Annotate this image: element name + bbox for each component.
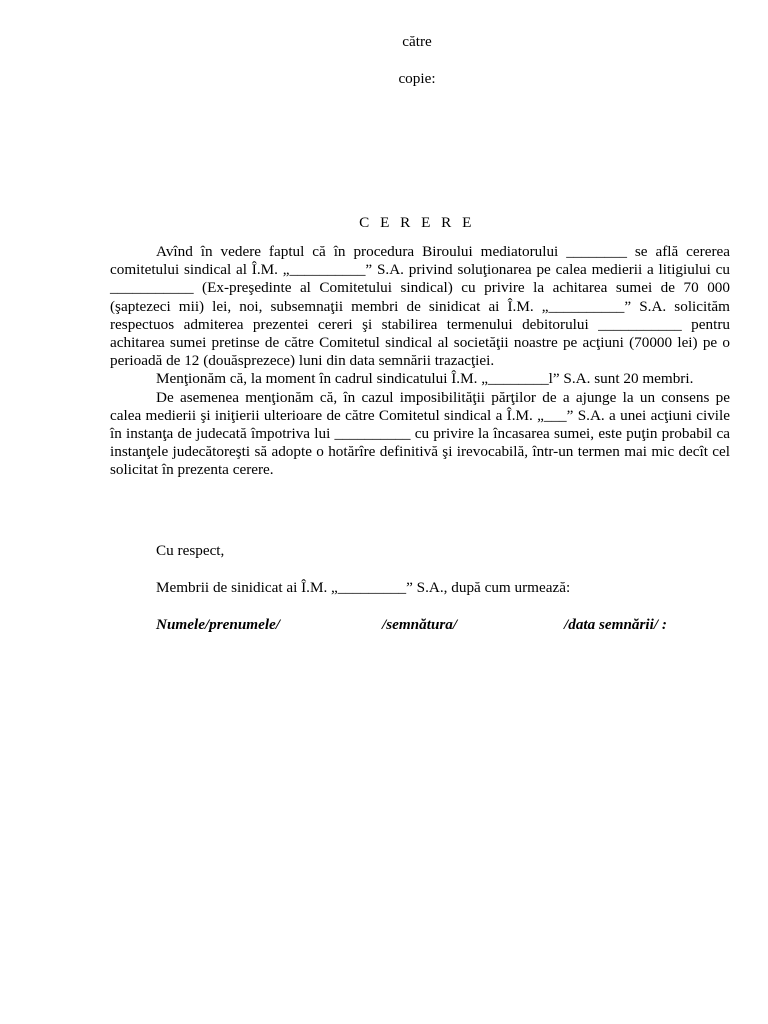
signature-column-signature: /semnătura/ bbox=[382, 616, 458, 633]
recipient-label: către bbox=[402, 33, 432, 50]
document-body bbox=[110, 243, 730, 480]
signature-column-name: Numele/prenumele/ bbox=[156, 616, 281, 633]
closing-greeting: Cu respect, bbox=[156, 542, 225, 559]
document-title: C E R E R E bbox=[359, 214, 475, 231]
copy-label: copie: bbox=[398, 70, 436, 87]
signature-column-date: /data semnării/ : bbox=[564, 616, 667, 633]
body-paragraph: Menţionăm că, la moment în cadrul sindicatului Î.M. „________l” S.A. sunt 20 membri. bbox=[156, 370, 694, 388]
members-line: Membrii de sinidicat ai Î.M. „_________” S.A., după cum urmează: bbox=[156, 579, 571, 596]
body-paragraph: De asemenea menţionăm că, în cazul imposibilităţii părţilor de a ajunge la un consens pe calea medierii şi iniţierii ulterioare de către Comitetul sindical a Î.M. „___” S.A. a unei acţiuni civile în instanţa de judecată împotriva lui __________ cu privire la încasarea sumei, este puţin probabil ca instanţele judecătoreşti să adopte o hotărîre definitivă şi irevocabilă, într-un termen mai mic decît cel solicitat în prezenta cerere. bbox=[110, 388, 730, 479]
body-paragraph: Avînd în vedere faptul că în procedura Biroului mediatorului ________ se află cererea comitetului sindical al Î.M. „__________” S.A. privind soluţionarea pe calea medierii a litigiului cu ___________ (Ex-preşedinte al Comitetului sindical) cu privire la achitarea sumei de 70 000 (şaptezeci mii) lei, noi, subsemnaţii membri de sinidicat ai Î.M. „__________” S.A. solicităm respectuos admiterea prezentei cereri şi stabilirea termenului debitorului ___________ pentru achitarea sumei pretinse de către Comitetul sindical al societăţii noastre pe acţiuni (70000 lei) pe o perioadă de 12 (douăsprezece) luni din data semnării trazacţiei. bbox=[110, 243, 730, 370]
